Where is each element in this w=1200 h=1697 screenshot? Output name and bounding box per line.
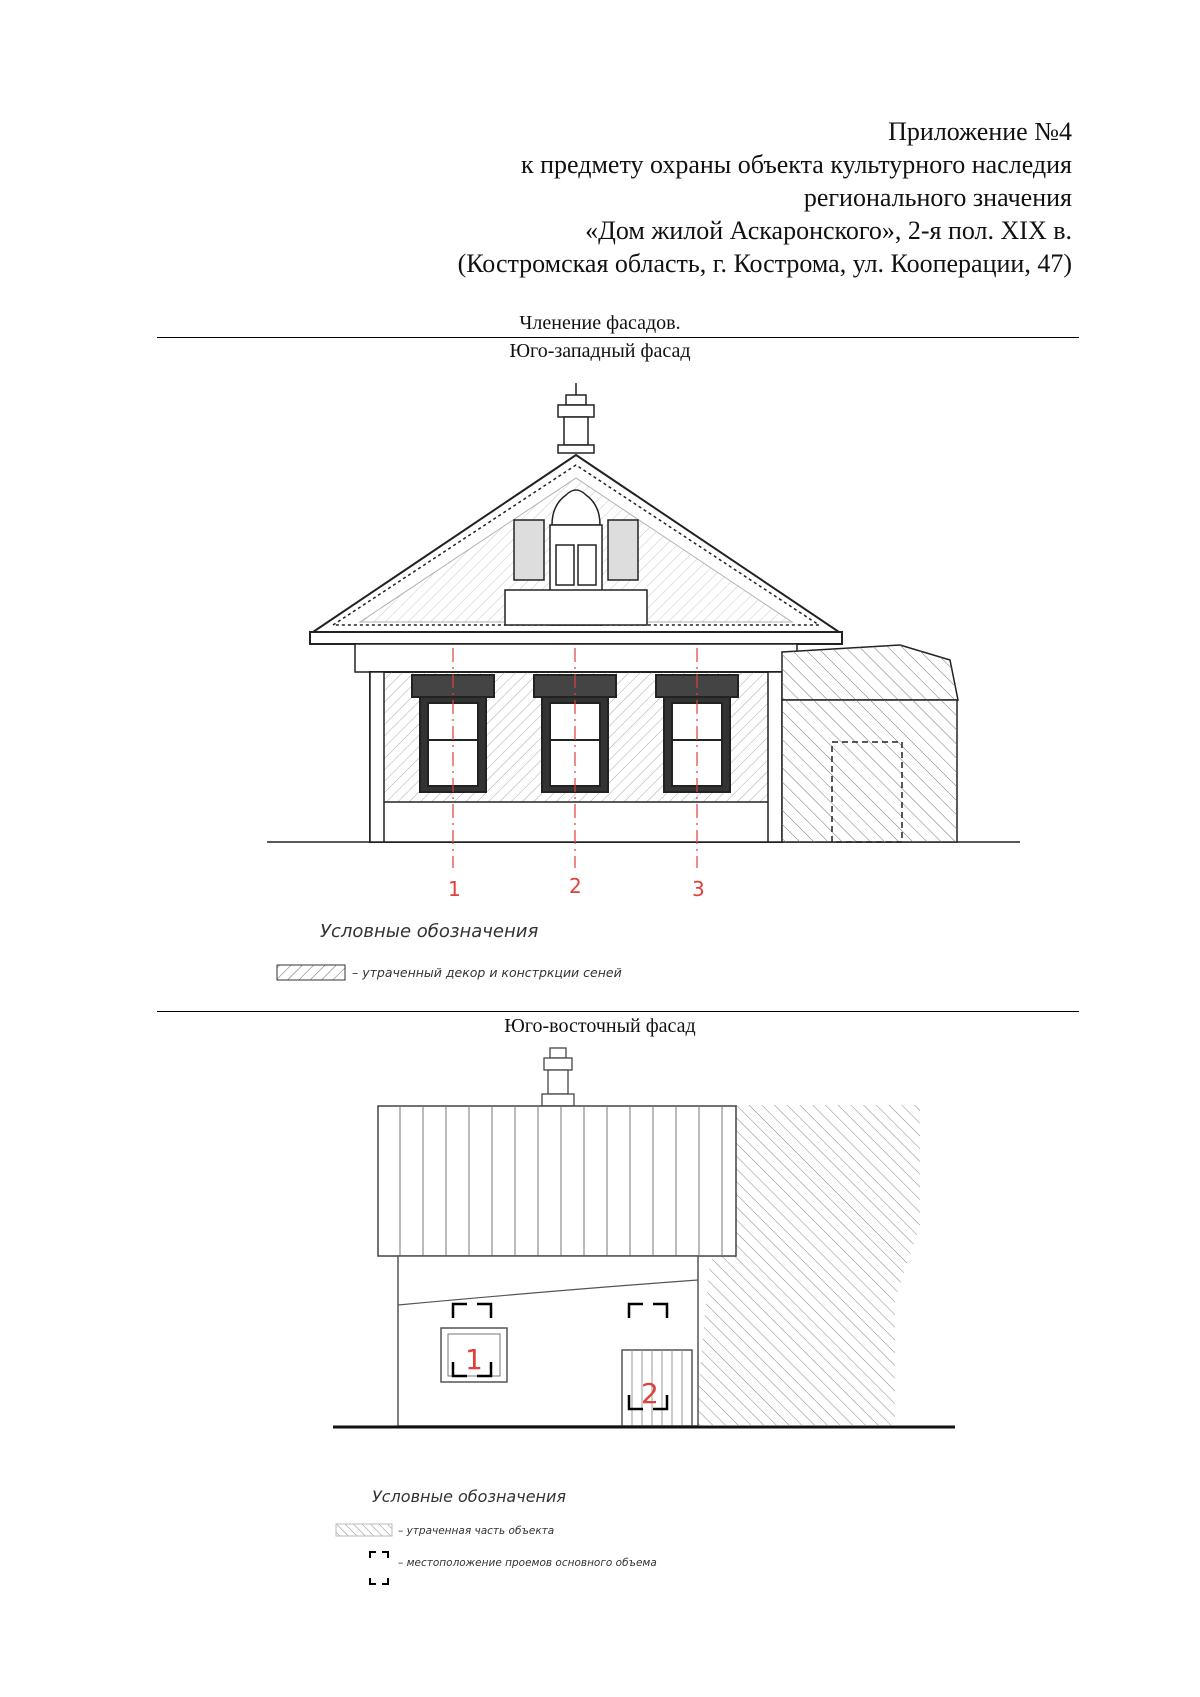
se-legend-title: Условные обозначения xyxy=(372,1487,567,1506)
sw-legend-item: – утраченный декор и констркции сеней xyxy=(352,965,622,980)
se-legend-item-1: – утраченная часть объекта xyxy=(398,1525,555,1537)
sw-axis-label-3: 3 xyxy=(692,877,705,901)
sw-legend-swatch xyxy=(277,965,345,980)
object-name: «Дом жилой Аскаронского», 2-я пол. XIX в. xyxy=(585,216,1072,245)
appendix-header xyxy=(172,115,1072,280)
section-title: Членение фасадов. xyxy=(519,312,681,334)
sw-legend-title: Условные обозначения xyxy=(320,921,539,942)
se-facade-drawing xyxy=(300,1040,980,1600)
appendix-number: Приложение №4 xyxy=(888,117,1072,146)
se-opening-label-1: 1 xyxy=(465,1343,483,1376)
sw-facade-title: Юго-западный фасад xyxy=(509,340,691,362)
appendix-significance: регионального значения xyxy=(803,183,1072,212)
se-legend-item-2: – местоположение проемов основного объема xyxy=(398,1557,657,1569)
object-address: (Костромская область, г. Кострома, ул. Кооперации, 47) xyxy=(457,249,1072,278)
appendix-subject: к предмету охраны объекта культурного наследия xyxy=(520,150,1072,179)
sw-axis-label-2: 2 xyxy=(569,874,582,898)
sw-facade-drawing xyxy=(220,365,1040,1010)
divider-top xyxy=(157,337,1079,338)
se-opening-label-2: 2 xyxy=(641,1377,659,1410)
se-legend-swatch-openings xyxy=(370,1552,388,1584)
se-legend-swatch-lost xyxy=(336,1524,392,1536)
divider-middle xyxy=(157,1011,1079,1012)
se-facade-title: Юго-восточный фасад xyxy=(504,1015,696,1037)
sw-axis-label-1: 1 xyxy=(448,877,461,901)
